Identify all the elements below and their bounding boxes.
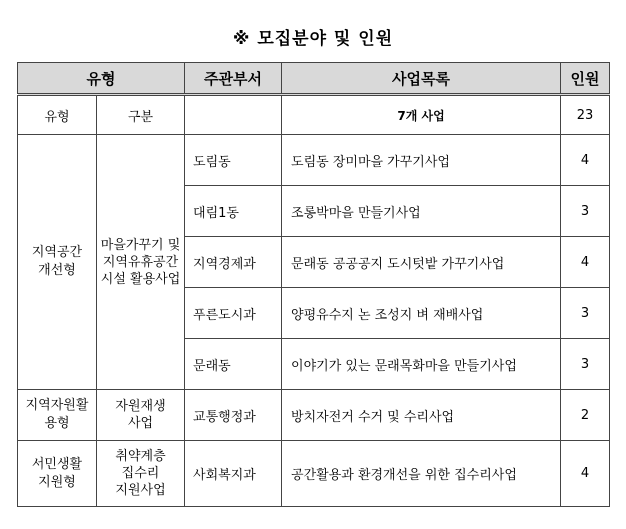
subheader-category: 구분 — [97, 95, 185, 135]
department-cell: 도림동 — [185, 135, 282, 186]
page-title: ※ 모집분야 및 인원 — [232, 29, 394, 49]
header-row — [18, 63, 610, 95]
group-category-cell — [97, 441, 185, 507]
subheader-summary: 7개 사업 — [282, 95, 561, 135]
department-cell: 지역경제과 — [185, 237, 282, 288]
header-project: 사업목록 — [282, 63, 561, 95]
count-cell: 2 — [561, 390, 610, 441]
count-cell: 3 — [561, 339, 610, 390]
subheader-type: 유형 — [18, 95, 97, 135]
subheader-department-empty — [185, 95, 282, 135]
count-cell: 3 — [561, 288, 610, 339]
count-cell: 3 — [561, 186, 610, 237]
project-cell: 이야기가 있는 문래목화마을 만들기사업 — [282, 339, 561, 390]
header-count: 인원 — [561, 63, 610, 95]
project-cell: 문래동 공공공지 도시텃밭 가꾸기사업 — [282, 237, 561, 288]
group-type-line: 지역공간 — [31, 245, 83, 260]
header-type: 유형 — [18, 63, 185, 95]
group-type-cell — [18, 441, 97, 507]
department-cell: 문래동 — [185, 339, 282, 390]
group-category-line: 지원사업 — [115, 483, 166, 498]
subheader-row — [18, 95, 610, 135]
count-cell: 4 — [561, 237, 610, 288]
department-cell: 푸른도시과 — [185, 288, 282, 339]
project-cell: 조롱박마을 만들기사업 — [282, 186, 561, 237]
group-category-line: 취약계층 — [115, 449, 166, 464]
group-type-line: 서민생활 — [31, 456, 83, 472]
group-category-line: 마을가꾸기 및 — [100, 237, 181, 253]
count-cell: 4 — [561, 135, 610, 186]
group-type-cell — [18, 135, 97, 390]
group-category-line: 집수리 — [121, 466, 160, 481]
group-category-cell — [97, 390, 185, 441]
group-type-line: 개선형 — [38, 263, 76, 278]
group-type-line: 지원형 — [38, 474, 76, 490]
project-cell: 도림동 장미마을 가꾸기사업 — [282, 135, 561, 186]
table-row — [18, 390, 610, 441]
group-category-cell — [97, 135, 185, 390]
recruitment-table — [17, 62, 610, 507]
group-category-line: 시설 활용사업 — [100, 271, 181, 287]
table-row — [18, 441, 610, 507]
group-category-line: 자원재생 — [115, 399, 166, 414]
project-cell: 공간활용과 환경개선을 위한 집수리사업 — [282, 441, 561, 507]
department-cell: 교통행정과 — [185, 390, 282, 441]
subheader-total: 23 — [561, 95, 610, 135]
project-cell: 양평유수지 논 조성지 벼 재배사업 — [282, 288, 561, 339]
header-department: 주관부서 — [185, 63, 282, 95]
count-cell: 4 — [561, 441, 610, 507]
department-cell: 대림1동 — [185, 186, 282, 237]
group-category-line: 지역유휴공간 — [102, 254, 179, 270]
group-type-line: 용형 — [44, 416, 70, 431]
group-type-cell — [18, 390, 97, 441]
department-cell: 사회복지과 — [185, 441, 282, 507]
table-row — [18, 135, 610, 186]
group-type-line: 지역자원활 — [25, 398, 89, 413]
project-cell: 방치자전거 수거 및 수리사업 — [282, 390, 561, 441]
group-category-line: 사업 — [127, 416, 154, 431]
